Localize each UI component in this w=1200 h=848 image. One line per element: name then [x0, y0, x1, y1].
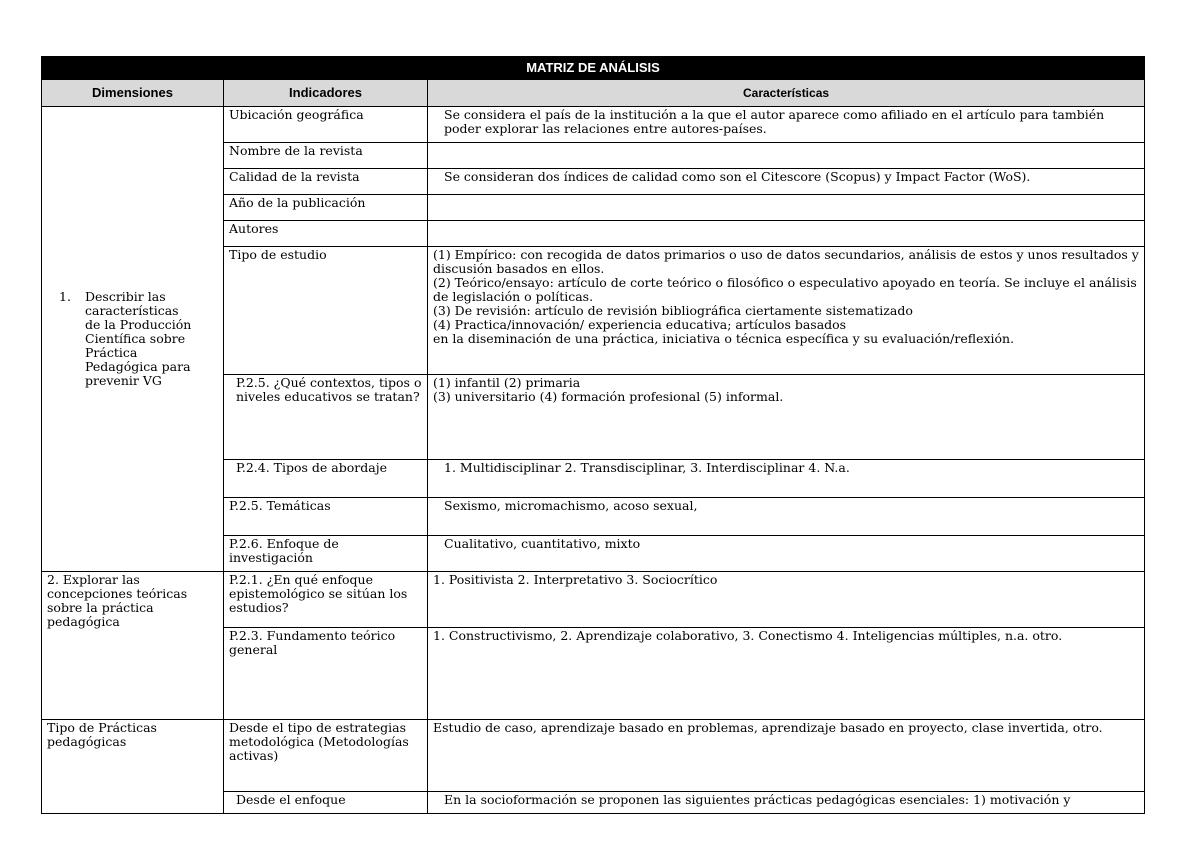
- characteristics-line: (3) De revisión: artículo de revisión bibliográfica ciertamente sistematizado: [433, 303, 913, 318]
- table-row: [42, 107, 1145, 143]
- characteristics-cell: [428, 195, 1145, 221]
- indicator-cell: Autores: [224, 221, 428, 247]
- analysis-matrix-table: [41, 56, 1145, 814]
- characteristics-line: (3) universitario (4) formación profesional (5) informal.: [433, 389, 784, 404]
- characteristics-cell: Estudio de caso, aprendizaje basado en problemas, aprendizaje basado en proyecto, clase invertida, otro.: [428, 720, 1145, 792]
- characteristics-cell: 1. Multidisciplinar 2. Transdisciplinar, 3. Interdisciplinar 4. N.a.: [428, 460, 1145, 498]
- indicator-cell: Calidad de la revista: [224, 169, 428, 195]
- characteristics-cell: Cualitativo, cuantitativo, mixto: [428, 536, 1145, 572]
- header-row: [42, 80, 1145, 107]
- indicator-cell: P.2.5. Temáticas: [224, 498, 428, 536]
- table-row: [42, 720, 1145, 792]
- characteristics-cell: [428, 247, 1145, 375]
- characteristics-line: (1) infantil (2) primaria: [433, 375, 581, 390]
- table-row: [42, 572, 1145, 628]
- header-indicadores: Indicadores: [224, 80, 428, 107]
- indicator-cell: Nombre de la revista: [224, 143, 428, 169]
- indicator-cell: P.2.1. ¿En qué enfoque epistemológico se sitúan los estudios?: [224, 572, 428, 628]
- characteristics-cell: [428, 221, 1145, 247]
- indicator-cell: P.2.6. Enfoque de investigación: [224, 536, 428, 572]
- title-row: [42, 57, 1145, 80]
- characteristics-cell: 1. Constructivismo, 2. Aprendizaje colaborativo, 3. Conectismo 4. Inteligencias múltiples, n.a. otro.: [428, 628, 1145, 720]
- dimension-1-number: 1.: [59, 289, 71, 304]
- characteristics-line: (1) Empírico: con recogida de datos primarios o uso de datos secundarios, análisis de estos y unos resultados y discusión basados en ellos.: [433, 247, 1139, 276]
- header-caracteristicas: Características: [428, 80, 1145, 107]
- table-title: MATRIZ DE ANÁLISIS: [42, 57, 1145, 80]
- indicator-cell: Desde el enfoque: [224, 792, 428, 814]
- characteristics-cell: 1. Positivista 2. Interpretativo 3. Sociocrítico: [428, 572, 1145, 628]
- header-dimensiones: Dimensiones: [42, 80, 224, 107]
- dimension-3-cell: Tipo de Prácticas pedagógicas: [42, 720, 224, 814]
- characteristics-cell: [428, 143, 1145, 169]
- indicator-cell: P.2.3. Fundamento teórico general: [224, 628, 428, 720]
- characteristics-line: (2) Teórico/ensayo: artículo de corte teórico o filosófico o especulativo apoyado en teoría. Se incluye el análisis de legislación o políticas.: [433, 275, 1137, 304]
- dimension-1-cell: [42, 107, 224, 572]
- characteristics-cell: Se considera el país de la institución a la que el autor aparece como afiliado en el artículo para también poder explorar las relaciones entre autores-países.: [428, 107, 1145, 143]
- dimension-1-text: Describir las características de la Producción Científica sobre Práctica Pedagógica para prevenir VG: [85, 289, 192, 388]
- characteristics-cell: Se consideran dos índices de calidad como son el Citescore (Scopus) y Impact Factor (WoS).: [428, 169, 1145, 195]
- indicator-cell: Año de la publicación: [224, 195, 428, 221]
- indicator-cell: Ubicación geográfica: [224, 107, 428, 143]
- characteristics-cell: En la socioformación se proponen las siguientes prácticas pedagógicas esenciales: 1) motivación y: [428, 792, 1145, 814]
- characteristics-cell: [428, 375, 1145, 460]
- indicator-cell: P.2.4. Tipos de abordaje: [224, 460, 428, 498]
- dimension-2-cell: 2. Explorar las concepciones teóricas sobre la práctica pedagógica: [42, 572, 224, 720]
- characteristics-line: en la diseminación de una práctica, iniciativa o técnica específica y su evaluación/reflexión.: [433, 331, 1015, 346]
- indicator-cell: Tipo de estudio: [224, 247, 428, 375]
- characteristics-line: (4) Practica/innovación/ experiencia educativa; artículos basados: [433, 317, 847, 332]
- indicator-cell: Desde el tipo de estrategias metodológica (Metodologías activas): [224, 720, 428, 792]
- characteristics-cell: Sexismo, micromachismo, acoso sexual,: [428, 498, 1145, 536]
- indicator-cell: P.2.5. ¿Qué contextos, tipos o niveles educativos se tratan?: [224, 375, 428, 460]
